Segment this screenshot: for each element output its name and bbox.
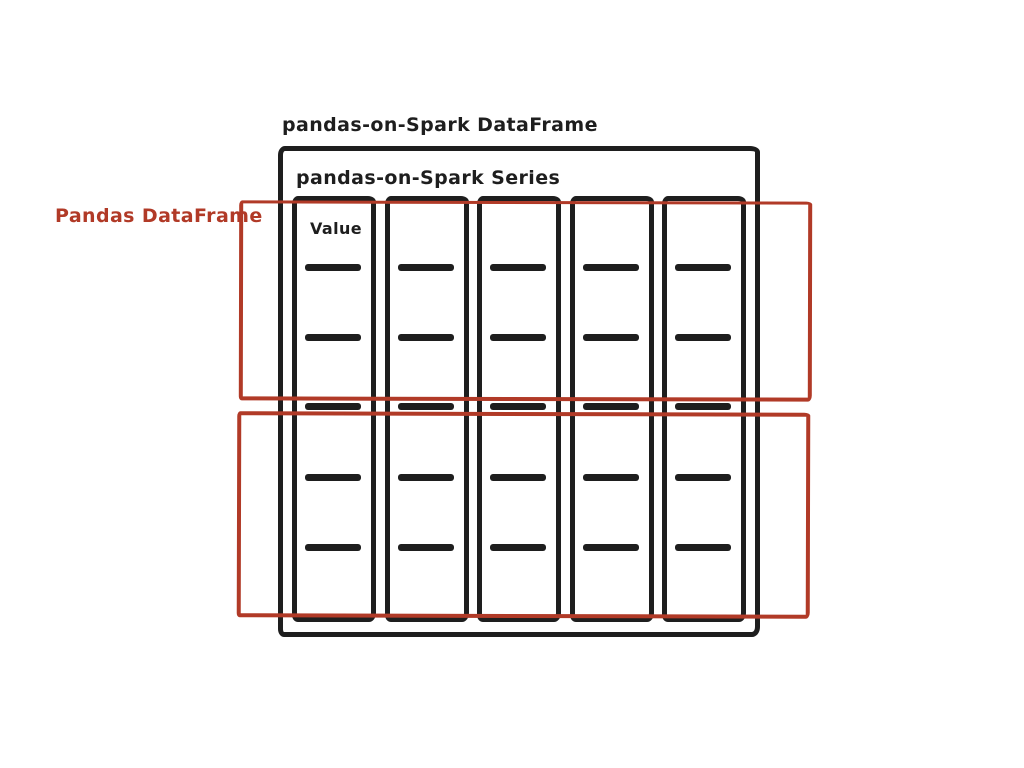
spark-dataframe-title: pandas-on-Spark DataFrame bbox=[282, 114, 598, 136]
pandas-dataframe-label: Pandas DataFrame bbox=[55, 205, 263, 227]
value-row-mark bbox=[675, 403, 731, 410]
pandas-dataframe-region-bottom bbox=[237, 411, 811, 618]
value-row-mark bbox=[305, 403, 361, 410]
value-row-mark bbox=[490, 403, 546, 410]
value-column-header: Value bbox=[310, 219, 363, 238]
spark-series-label: pandas-on-Spark Series bbox=[296, 167, 561, 189]
pandas-dataframe-region-top bbox=[239, 200, 812, 401]
value-row-mark bbox=[398, 403, 454, 410]
value-row-mark bbox=[583, 403, 639, 410]
